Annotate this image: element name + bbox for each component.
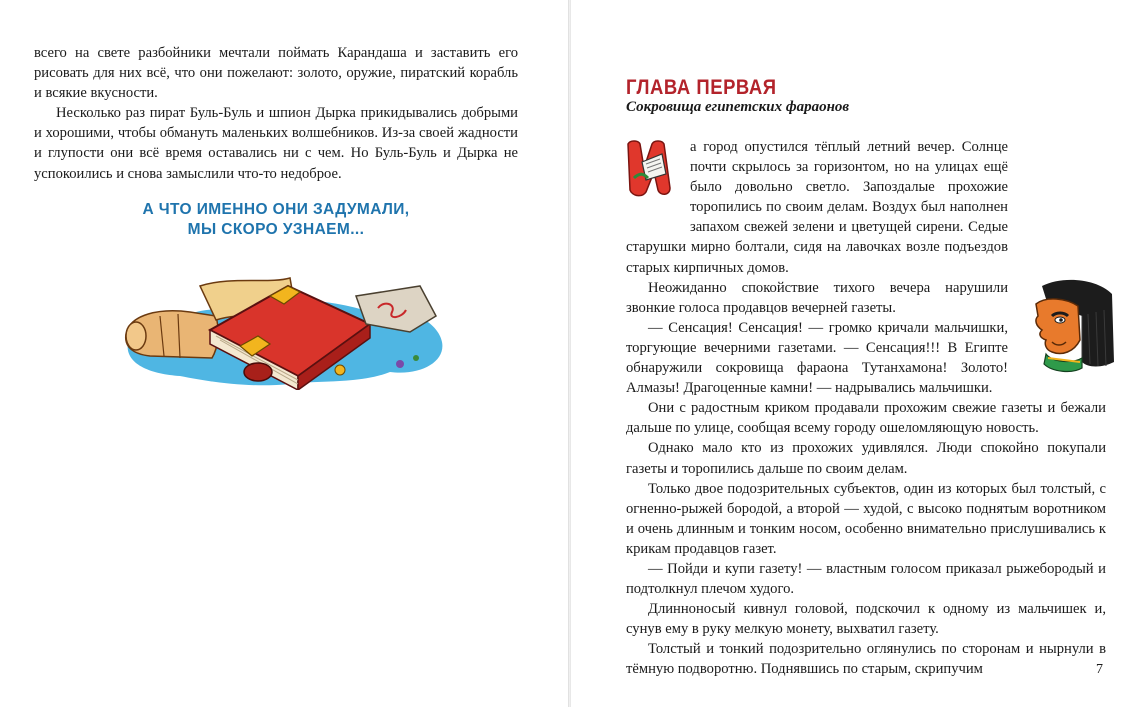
pharaoh-head-icon xyxy=(1022,276,1118,376)
chapter-subtitle: Сокровища египетских фараонов xyxy=(626,99,850,115)
paragraph: всего на свете разбойники мечтали поймать Карандаша и заставить его рисовать для них всё, что они пожелают: золото, оружие, пиратский корабль и всякие вкусности. xyxy=(34,45,518,102)
paragraph: Длинноносый кивнул головой, подскочил к одному из мальчишек и, сунув ему в руку мелкую монету, выхватил газету. xyxy=(626,601,1106,638)
page-number: 7 xyxy=(1096,662,1103,677)
paragraph: — Пойди и купи газету! — властным голосом приказал рыжебородый и подтолкнул плечом худого. xyxy=(626,560,1106,598)
paragraph: Неожиданно спокойствие тихого вечера нарушили звонкие голоса продавцов вечерней газеты. xyxy=(626,279,1008,316)
paragraph: — Сенсация! Сенсация! — громко кричали мальчишки, торгующие вечерними газетами. — Сенсация!!! В Египте обнаружили сокровища фараона Тутанхамона! Золото! Алмазы! Драгоценные камни! — надрывались мальчишки. xyxy=(626,319,1008,397)
paragraph: Они с радостным криком продавали прохожим свежие газеты и бежали дальше по улице, сообщая всему городу ошеломляющую новость. xyxy=(626,400,1106,437)
chapter-title: ГЛАВА ПЕРВАЯ xyxy=(626,76,777,99)
paragraph: Однако мало кто из прохожих удивлялся. Люди спокойно покупали газеты и торопились дальше по своим делам. xyxy=(626,440,1106,477)
callout-heading xyxy=(34,200,518,240)
callout-line: МЫ СКОРО УЗНАЕМ... xyxy=(187,221,365,238)
paragraph: Только двое подозрительных субъектов, один из которых был толстый, с огненно-рыжей бородой, а второй — худой, с высоко поднятым воротником и очень длинным и тонким носом, особенно внимательно прислушивались к крикам продавцов газет. xyxy=(626,480,1106,557)
paragraph: Несколько раз пират Буль-Буль и шпион Дырка прикидывались добрыми и хорошими, чтобы обмануть маленьких волшебников. Из-за своей жадности и глупости они всё время оставались ни с чем. Но Буль-Буль и Дырка не успокоились и снова замыслили что-то недоброе. xyxy=(34,105,518,182)
right-page-text xyxy=(626,137,1106,680)
treasure-book-scroll-icon xyxy=(120,272,450,390)
dropcap-letter-icon xyxy=(622,138,678,198)
paragraph: а город опустился тёплый летний вечер. Солнце почти скрылось за горизонтом, но на улицах ещё было довольно светло. Запоздалые прохожие торопились по своим делам. Воздух был наполнен запахом свежей зелени и цветущей сирени. Седые старушки мирно болтали, сидя на лавочках возле подъездов старых кирпичных домов. xyxy=(626,139,1008,276)
paragraph: Толстый и тонкий подозрительно оглянулись по сторонам и нырнули в тёмную подворотню. Поднявшись по старым, скрипучим xyxy=(626,641,1106,678)
callout-line: А ЧТО ИМЕННО ОНИ ЗАДУМАЛИ, xyxy=(142,201,410,218)
left-page-text xyxy=(34,43,518,184)
